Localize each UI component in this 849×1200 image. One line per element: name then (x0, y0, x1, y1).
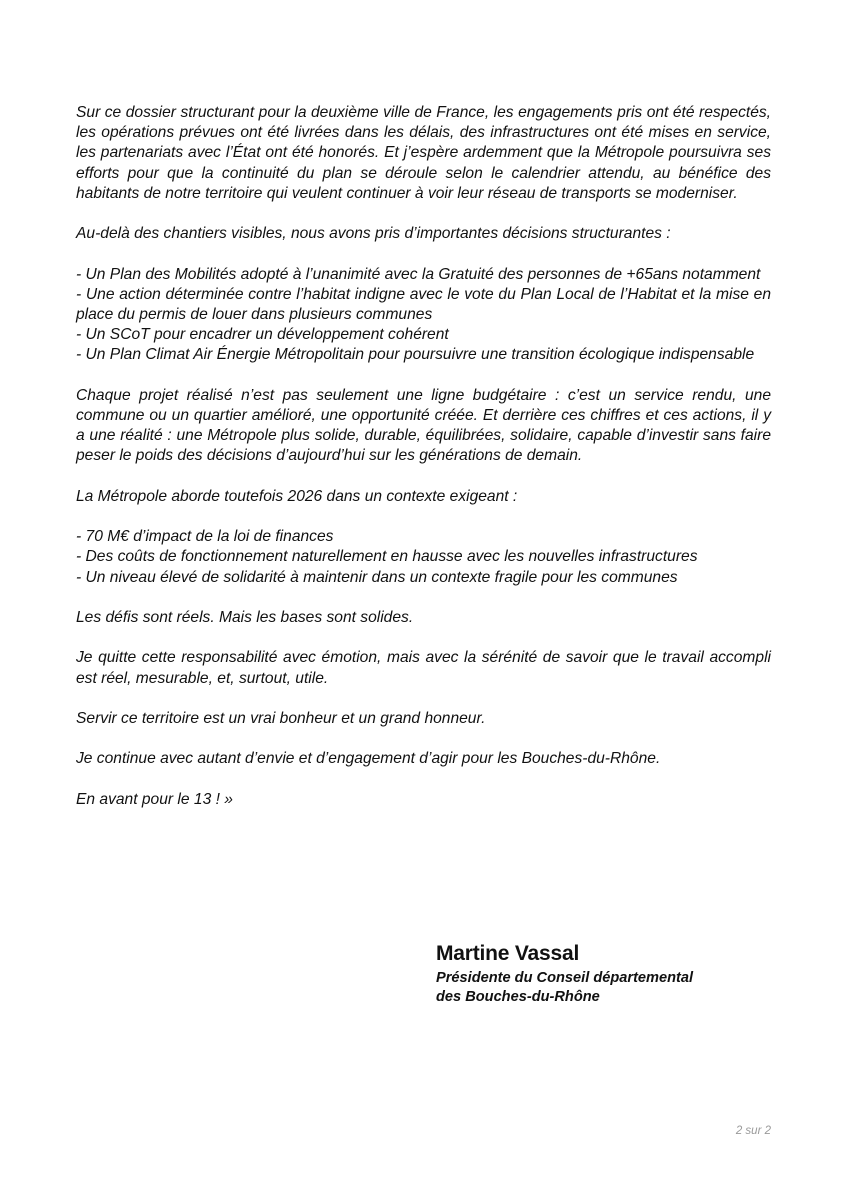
paragraph-departure: Je quitte cette responsabilité avec émotion, mais avec la sérénité de savoir que le travail accompli est réel, mesurable, et, surtout, utile. (76, 649, 771, 687)
list-item: - Des coûts de fonctionnement naturellement en hausse avec les nouvelles infrastructures (76, 548, 698, 566)
signature-block (436, 941, 693, 1007)
paragraph-honour: Servir ce territoire est un vrai bonheur et un grand honneur. (76, 709, 486, 727)
paragraph-continue: Je continue avec autant d’envie et d’engagement d’agir pour les Bouches-du-Rhône. (76, 750, 661, 768)
list-item: - Une action déterminée contre l’habitat indigne avec le vote du Plan Local de l’Habitat et la mise en place du permis de louer dans plusieurs communes (76, 285, 771, 323)
challenges-list (76, 527, 771, 588)
list-item: - Un SCoT pour encadrer un développement cohérent (76, 326, 449, 344)
paragraph-context-intro: La Métropole aborde toutefois 2026 dans un contexte exigeant : (76, 487, 518, 505)
paragraph-challenges: Les défis sont réels. Mais les bases sont solides. (76, 608, 414, 626)
paragraph-transport-commitments: Sur ce dossier structurant pour la deuxième ville de France, les engagements pris ont été respectés, les opérations prévues ont été livrées dans les délais, des infrastructures ont été mises en service, les partenariats avec l’État ont été honorés. Et j’espère ardemment que la Métropole poursuivra ses efforts pour que la continuité du plan se déroule selon le calendrier attendu, au bénéfice des habitants de notre territoire qui veulent continuer à voir leur réseau de transports se moderniser. (76, 104, 771, 202)
signatory-title-line-2: des Bouches-du-Rhône (436, 989, 600, 1005)
decisions-list (76, 265, 771, 366)
page-number: 2 sur 2 (735, 1125, 771, 1137)
list-item: - Un niveau élevé de solidarité à maintenir dans un contexte fragile pour les communes (76, 568, 678, 586)
paragraph-closing: En avant pour le 13 ! » (76, 790, 233, 808)
list-item: - 70 M€ d’impact de la loi de finances (76, 528, 334, 546)
list-item: - Un Plan des Mobilités adopté à l’unanimité avec la Gratuité des personnes de +65ans notamment (76, 265, 761, 283)
signatory-name: Martine Vassal (436, 942, 580, 965)
paragraph-decisions-intro: Au-delà des chantiers visibles, nous avons pris d’importantes décisions structurantes : (76, 225, 671, 243)
letter-body (76, 103, 771, 810)
paragraph-projects: Chaque projet réalisé n’est pas seulement une ligne budgétaire : c’est un service rendu, une commune ou un quartier amélioré, une opportunité créée. Et derrière ces chiffres et ces actions, il y a une réalité : une Métropole plus solide, durable, équilibrées, solidaire, capable d’investir sans faire peser le poids des décisions d’aujourd’hui sur les générations de demain. (76, 386, 771, 465)
signatory-title-line-1: Présidente du Conseil départemental (436, 970, 694, 986)
list-item: - Un Plan Climat Air Énergie Métropolitain pour poursuivre une transition écologique indispensable (76, 346, 755, 364)
